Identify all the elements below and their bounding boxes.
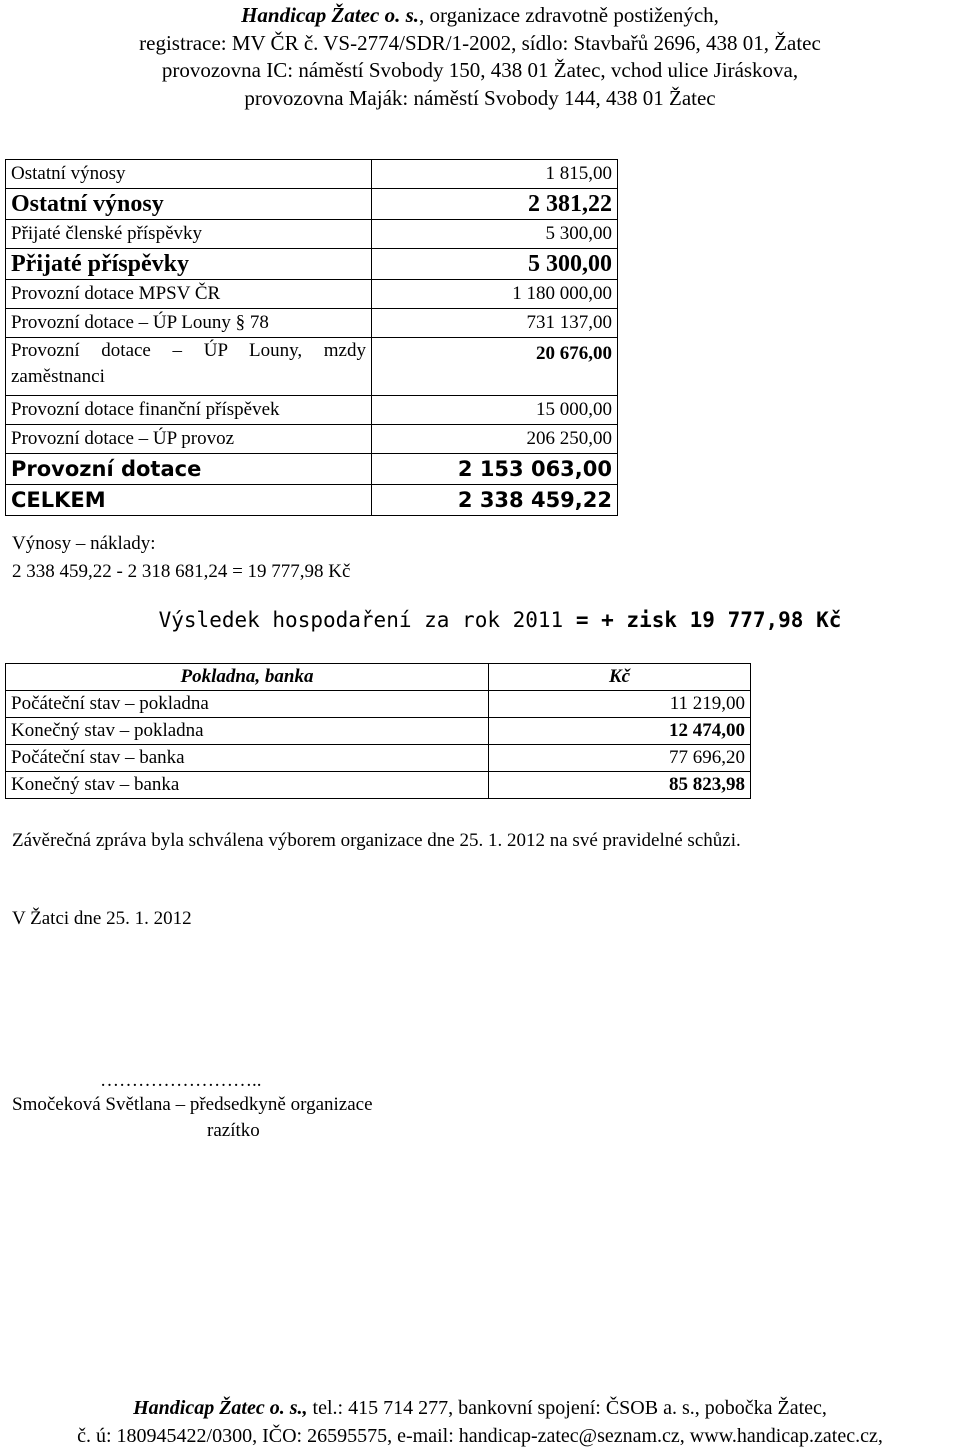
letterhead-line-3: provozovna IC: náměstí Svobody 150, 438 01 Žatec, vchod ulice Jiráskova, — [161, 58, 799, 82]
page-footer — [0, 1394, 960, 1450]
table-header-row — [6, 664, 751, 691]
letterhead-line-2: registrace: MV ČR č. VS-2774/SDR/1-2002, sídlo: Stavbařů 2696, 438 01, Žatec — [139, 30, 821, 55]
organization-name: Handicap Žatec o. s. — [241, 3, 419, 27]
row-label: Ostatní výnosy — [6, 160, 372, 189]
table-row — [6, 718, 751, 745]
row-label: CELKEM — [6, 485, 372, 516]
footer-organization-name: Handicap Žatec o. s., — [133, 1397, 308, 1419]
stamp-label: razítko — [207, 1120, 260, 1141]
row-value: 206 250,00 — [372, 425, 618, 454]
income-total-row — [6, 485, 618, 516]
column-header-label: Pokladna, banka — [6, 664, 489, 691]
signatory-name: Smočeková Světlana – předsedkyně organizace — [12, 1094, 373, 1115]
income-subtotal-row — [6, 249, 618, 280]
signature-line: …………………….. — [100, 1070, 262, 1091]
row-label: Provozní dotace finanční příspěvek — [6, 396, 372, 425]
row-value: 5 300,00 — [372, 249, 618, 280]
income-row — [6, 280, 618, 309]
income-row — [6, 160, 618, 189]
income-row — [6, 309, 618, 338]
letterhead-line-4: provozovna Maják: náměstí Svobody 144, 438 01 Žatec — [244, 85, 716, 110]
row-value: 20 676,00 — [372, 338, 618, 396]
footer-contact: tel.: 415 714 277, bankovní spojení: ČSOB a. s., pobočka Žatec, — [307, 1397, 827, 1419]
income-table — [5, 159, 618, 516]
approval-statement: Závěrečná zpráva byla schválena výborem organizace dne 25. 1. 2012 na své pravidelné schůzi. — [12, 830, 741, 851]
income-subtotal-row — [6, 454, 618, 485]
row-label: Konečný stav – banka — [6, 772, 489, 799]
row-value: 1 815,00 — [372, 160, 618, 189]
column-header-unit: Kč — [489, 664, 751, 691]
table-row — [6, 691, 751, 718]
row-value: 77 696,20 — [489, 745, 751, 772]
income-row — [6, 338, 618, 396]
row-value: 2 338 459,22 — [372, 485, 618, 516]
row-label: Provozní dotace – ÚP Louny § 78 — [6, 309, 372, 338]
row-value: 731 137,00 — [372, 309, 618, 338]
row-value: 2 381,22 — [372, 189, 618, 220]
row-label: Přijaté příspěvky — [6, 249, 372, 280]
row-label: Počáteční stav – pokladna — [6, 691, 489, 718]
row-value: 12 474,00 — [489, 718, 751, 745]
row-value: 11 219,00 — [489, 691, 751, 718]
summary-calculation — [12, 530, 350, 586]
income-subtotal-row — [6, 189, 618, 220]
income-row — [6, 425, 618, 454]
annual-result — [0, 608, 960, 632]
summary-formula: 2 338 459,22 - 2 318 681,24 = 19 777,98 Kč — [12, 561, 351, 582]
row-label: Ostatní výnosy — [6, 189, 372, 220]
letterhead — [0, 2, 960, 112]
row-value: 5 300,00 — [372, 220, 618, 249]
row-value: 15 000,00 — [372, 396, 618, 425]
table-row — [6, 772, 751, 799]
row-label: Konečný stav – pokladna — [6, 718, 489, 745]
row-label: Přijaté členské příspěvky — [6, 220, 372, 249]
income-row — [6, 220, 618, 249]
row-value: 1 180 000,00 — [372, 280, 618, 309]
organization-description: , organizace zdravotně postižených, — [419, 3, 719, 27]
row-label: Provozní dotace – ÚP provoz — [6, 425, 372, 454]
footer-line-2: č. ú: 180945422/0300, IČO: 26595575, e-mail: handicap-zatec@seznam.cz, www.handicap.zatec.cz, — [77, 1425, 883, 1447]
letterhead-line-1 — [0, 2, 960, 30]
row-label: Provozní dotace MPSV ČR — [6, 280, 372, 309]
row-label: Provozní dotace – ÚP Louny, mzdy zaměstnanci — [6, 338, 372, 396]
row-label: Počáteční stav – banka — [6, 745, 489, 772]
summary-label: Výnosy – náklady: — [12, 533, 156, 554]
table-row — [6, 745, 751, 772]
income-row — [6, 396, 618, 425]
row-value: 85 823,98 — [489, 772, 751, 799]
result-value: = + zisk 19 777,98 Kč — [575, 608, 842, 632]
place-and-date: V Žatci dne 25. 1. 2012 — [12, 908, 192, 929]
row-label: Provozní dotace — [6, 454, 372, 485]
result-label: Výsledek hospodaření za rok 2011 — [158, 608, 576, 632]
footer-line-1 — [0, 1394, 960, 1422]
row-value: 2 153 063,00 — [372, 454, 618, 485]
cash-bank-table — [5, 663, 751, 799]
